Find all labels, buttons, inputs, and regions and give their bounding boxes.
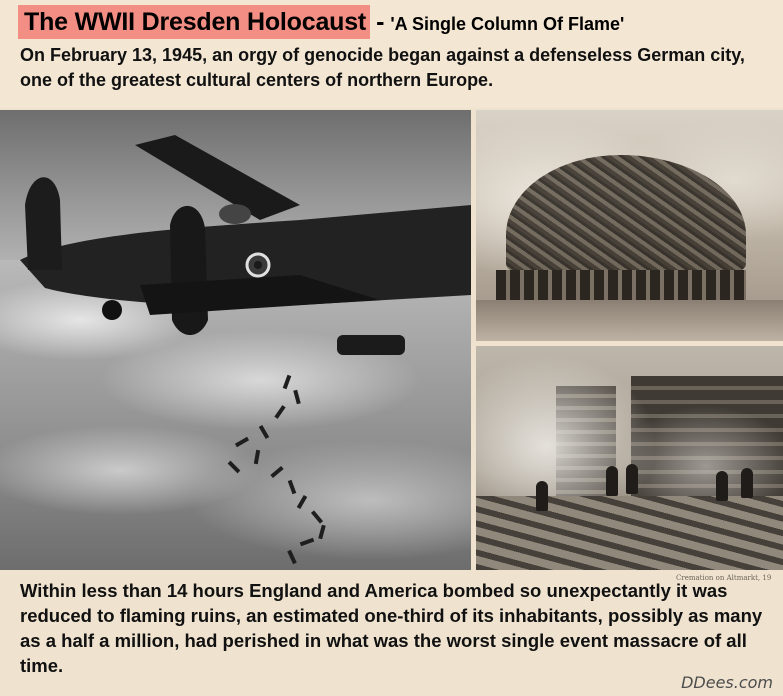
title-row	[18, 4, 624, 40]
title-separator: -	[376, 7, 385, 36]
ruined-street-photo	[476, 346, 783, 570]
person-figure	[741, 468, 753, 498]
aircraft-canopy	[219, 204, 251, 224]
bomber-photo	[0, 110, 471, 570]
roundel-center	[254, 261, 262, 269]
person-figure	[606, 466, 618, 496]
page-subtitle: 'A Single Column Of Flame'	[390, 13, 625, 34]
watermark: DDees.com	[681, 673, 773, 692]
bomber-aircraft-illustration	[0, 110, 471, 570]
header	[0, 0, 783, 108]
aircraft-tail-fin	[25, 177, 62, 270]
person-figure	[536, 481, 548, 511]
aircraft-wing	[135, 135, 300, 220]
grate	[496, 270, 746, 300]
intro-paragraph: On February 13, 1945, an orgy of genocide began against a defenseless German city, one of the greatest cultural centers of northern Europe.	[20, 45, 745, 90]
page-title: The WWII Dresden Holocaust	[18, 5, 370, 39]
person-figure	[626, 464, 638, 494]
person-figure	[716, 471, 728, 501]
ground	[476, 300, 783, 341]
aircraft-engine	[170, 206, 208, 335]
pyre-photo	[476, 110, 783, 341]
bomb-stream	[228, 375, 326, 564]
aircraft-wheel	[102, 300, 122, 320]
debris-street	[476, 496, 783, 570]
body-paragraph: Within less than 14 hours England and America bombed so unexpectantly it was reduced to flaming ruins, an estimated one-third of its inhabitants, possibly as many as a half a million, had perished in what was the worst single event massacre of all time.	[20, 580, 763, 676]
photo-caption: Cremation on Altmarkt, 19	[676, 574, 772, 582]
falling-bomb	[337, 335, 405, 355]
